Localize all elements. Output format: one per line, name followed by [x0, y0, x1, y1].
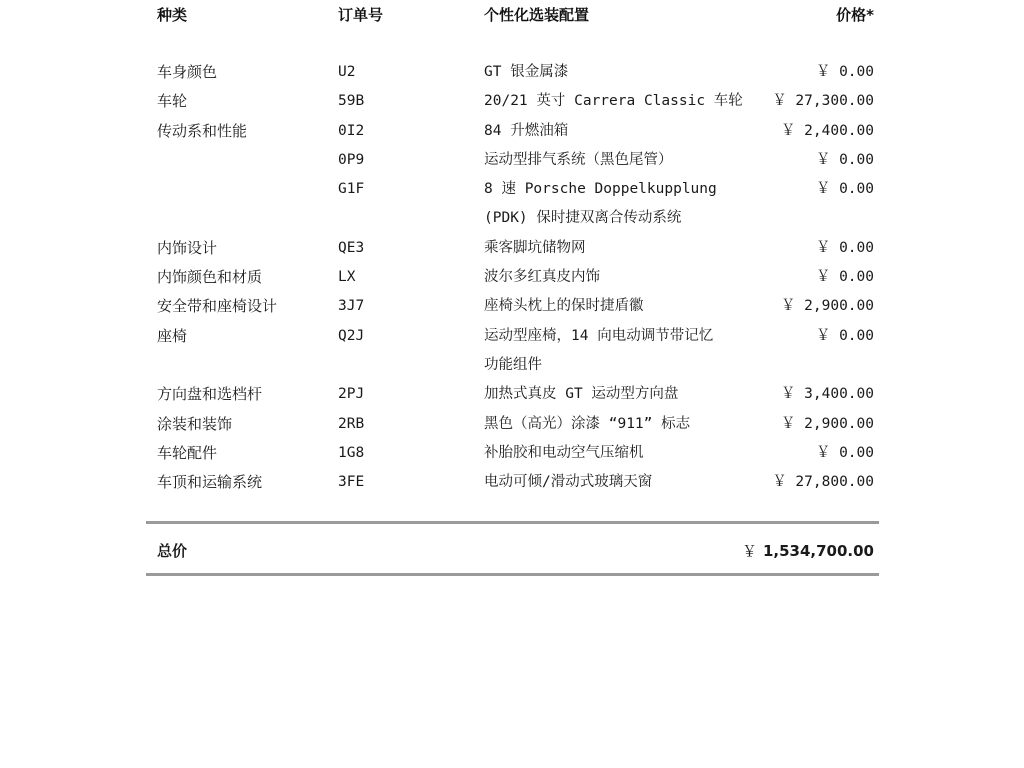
row-description-line: 运动型排气系统（黑色尾管）	[484, 151, 673, 168]
row-description	[484, 58, 764, 87]
row-order-code: 3FE	[338, 474, 365, 491]
row-price: ￥ 0.00	[815, 64, 874, 80]
row-category: 车顶和运输系统	[157, 473, 263, 492]
table-row	[0, 146, 1024, 175]
row-description	[484, 87, 764, 116]
row-description-line: GT 银金属漆	[484, 64, 569, 80]
table-row	[0, 117, 1024, 146]
row-description-line: 补胎胶和电动空气压缩机	[484, 444, 644, 461]
row-order-code: U2	[338, 64, 356, 80]
row-description-line: 功能组件	[484, 356, 542, 373]
row-category: 传动系和性能	[157, 121, 248, 140]
row-description-line: 黑色（高光）涂漆 “911” 标志	[484, 415, 691, 432]
table-row	[0, 380, 1024, 409]
row-description-line: 84 升燃油箱	[484, 122, 569, 139]
table-row	[0, 58, 1024, 87]
header-category: 种类	[157, 6, 188, 24]
row-order-code: 0P9	[338, 151, 365, 168]
table-row	[0, 234, 1024, 263]
row-description-line: 波尔多红真皮内饰	[484, 269, 600, 286]
row-category: 涂装和装饰	[157, 414, 233, 433]
row-order-code: 59B	[338, 93, 365, 110]
row-description-line: (PDK) 保时捷双离合传动系统	[484, 210, 682, 227]
table-row	[0, 439, 1024, 468]
row-description	[484, 175, 764, 234]
row-description-line: 电动可倾/滑动式玻璃天窗	[484, 474, 653, 491]
row-description-line: 8 速 Porsche Doppelkupplung	[484, 181, 717, 198]
row-price: ￥ 3,400.00	[780, 386, 874, 403]
row-price: ￥ 0.00	[815, 239, 874, 256]
row-order-code: 2RB	[338, 415, 365, 432]
row-description-line: 运动型座椅，14 向电动调节带记忆	[484, 327, 714, 344]
total-currency: ￥	[741, 542, 757, 560]
row-category: 内饰设计	[157, 238, 218, 257]
row-price: ￥ 0.00	[815, 181, 874, 198]
header-price: 价格*	[836, 6, 874, 24]
row-category: 安全带和座椅设计	[157, 297, 278, 316]
divider-bottom	[146, 573, 879, 576]
row-description-line: 乘客脚坑储物网	[484, 239, 586, 256]
table-row	[0, 322, 1024, 381]
row-order-code: 3J7	[338, 298, 365, 315]
row-description	[484, 263, 764, 292]
table-row	[0, 468, 1024, 497]
row-description	[484, 146, 764, 175]
table-row	[0, 292, 1024, 321]
row-description-line: 加热式真皮 GT 运动型方向盘	[484, 386, 679, 403]
row-category: 车身颜色	[157, 63, 218, 81]
row-price: ￥ 2,900.00	[780, 415, 874, 432]
row-category: 方向盘和选档杆	[157, 385, 263, 404]
row-description	[484, 439, 764, 468]
row-price: ￥ 27,300.00	[772, 93, 874, 110]
row-category: 内饰颜色和材质	[157, 268, 263, 287]
row-order-code: QE3	[338, 239, 365, 256]
total-value	[742, 540, 874, 561]
divider-top	[146, 521, 879, 524]
row-price: ￥ 2,900.00	[780, 298, 874, 315]
row-description	[484, 322, 764, 381]
row-category: 车轮	[157, 92, 188, 111]
table-row	[0, 263, 1024, 292]
row-description	[484, 234, 764, 263]
total-label: 总价	[157, 542, 188, 560]
row-description	[484, 117, 764, 146]
row-price: ￥ 2,400.00	[780, 122, 874, 139]
table-row	[0, 410, 1024, 439]
row-order-code: G1F	[338, 181, 365, 198]
row-description	[484, 380, 764, 409]
row-price: ￥ 0.00	[815, 269, 874, 286]
row-price: ￥ 27,800.00	[772, 474, 874, 491]
row-order-code: 0I2	[338, 122, 365, 139]
header-order-code: 订单号	[338, 6, 384, 24]
row-description	[484, 410, 764, 439]
table-row	[0, 175, 1024, 234]
row-description	[484, 292, 764, 321]
row-order-code: Q2J	[338, 327, 365, 344]
row-category: 车轮配件	[157, 443, 218, 462]
options-table	[0, 58, 1024, 497]
row-description	[484, 468, 764, 497]
row-price: ￥ 0.00	[815, 151, 874, 168]
total-amount: 1,534,700.00	[762, 542, 874, 560]
row-order-code: LX	[338, 269, 356, 286]
row-description-line: 20/21 英寸 Carrera Classic 车轮	[484, 93, 743, 110]
row-order-code: 2PJ	[338, 386, 365, 403]
row-price: ￥ 0.00	[815, 444, 874, 461]
header-description: 个性化选装配置	[484, 6, 590, 24]
row-price: ￥ 0.00	[815, 327, 874, 344]
row-category: 座椅	[157, 326, 188, 345]
row-order-code: 1G8	[338, 444, 365, 461]
row-description-line: 座椅头枕上的保时捷盾徽	[484, 298, 644, 315]
table-row	[0, 87, 1024, 116]
